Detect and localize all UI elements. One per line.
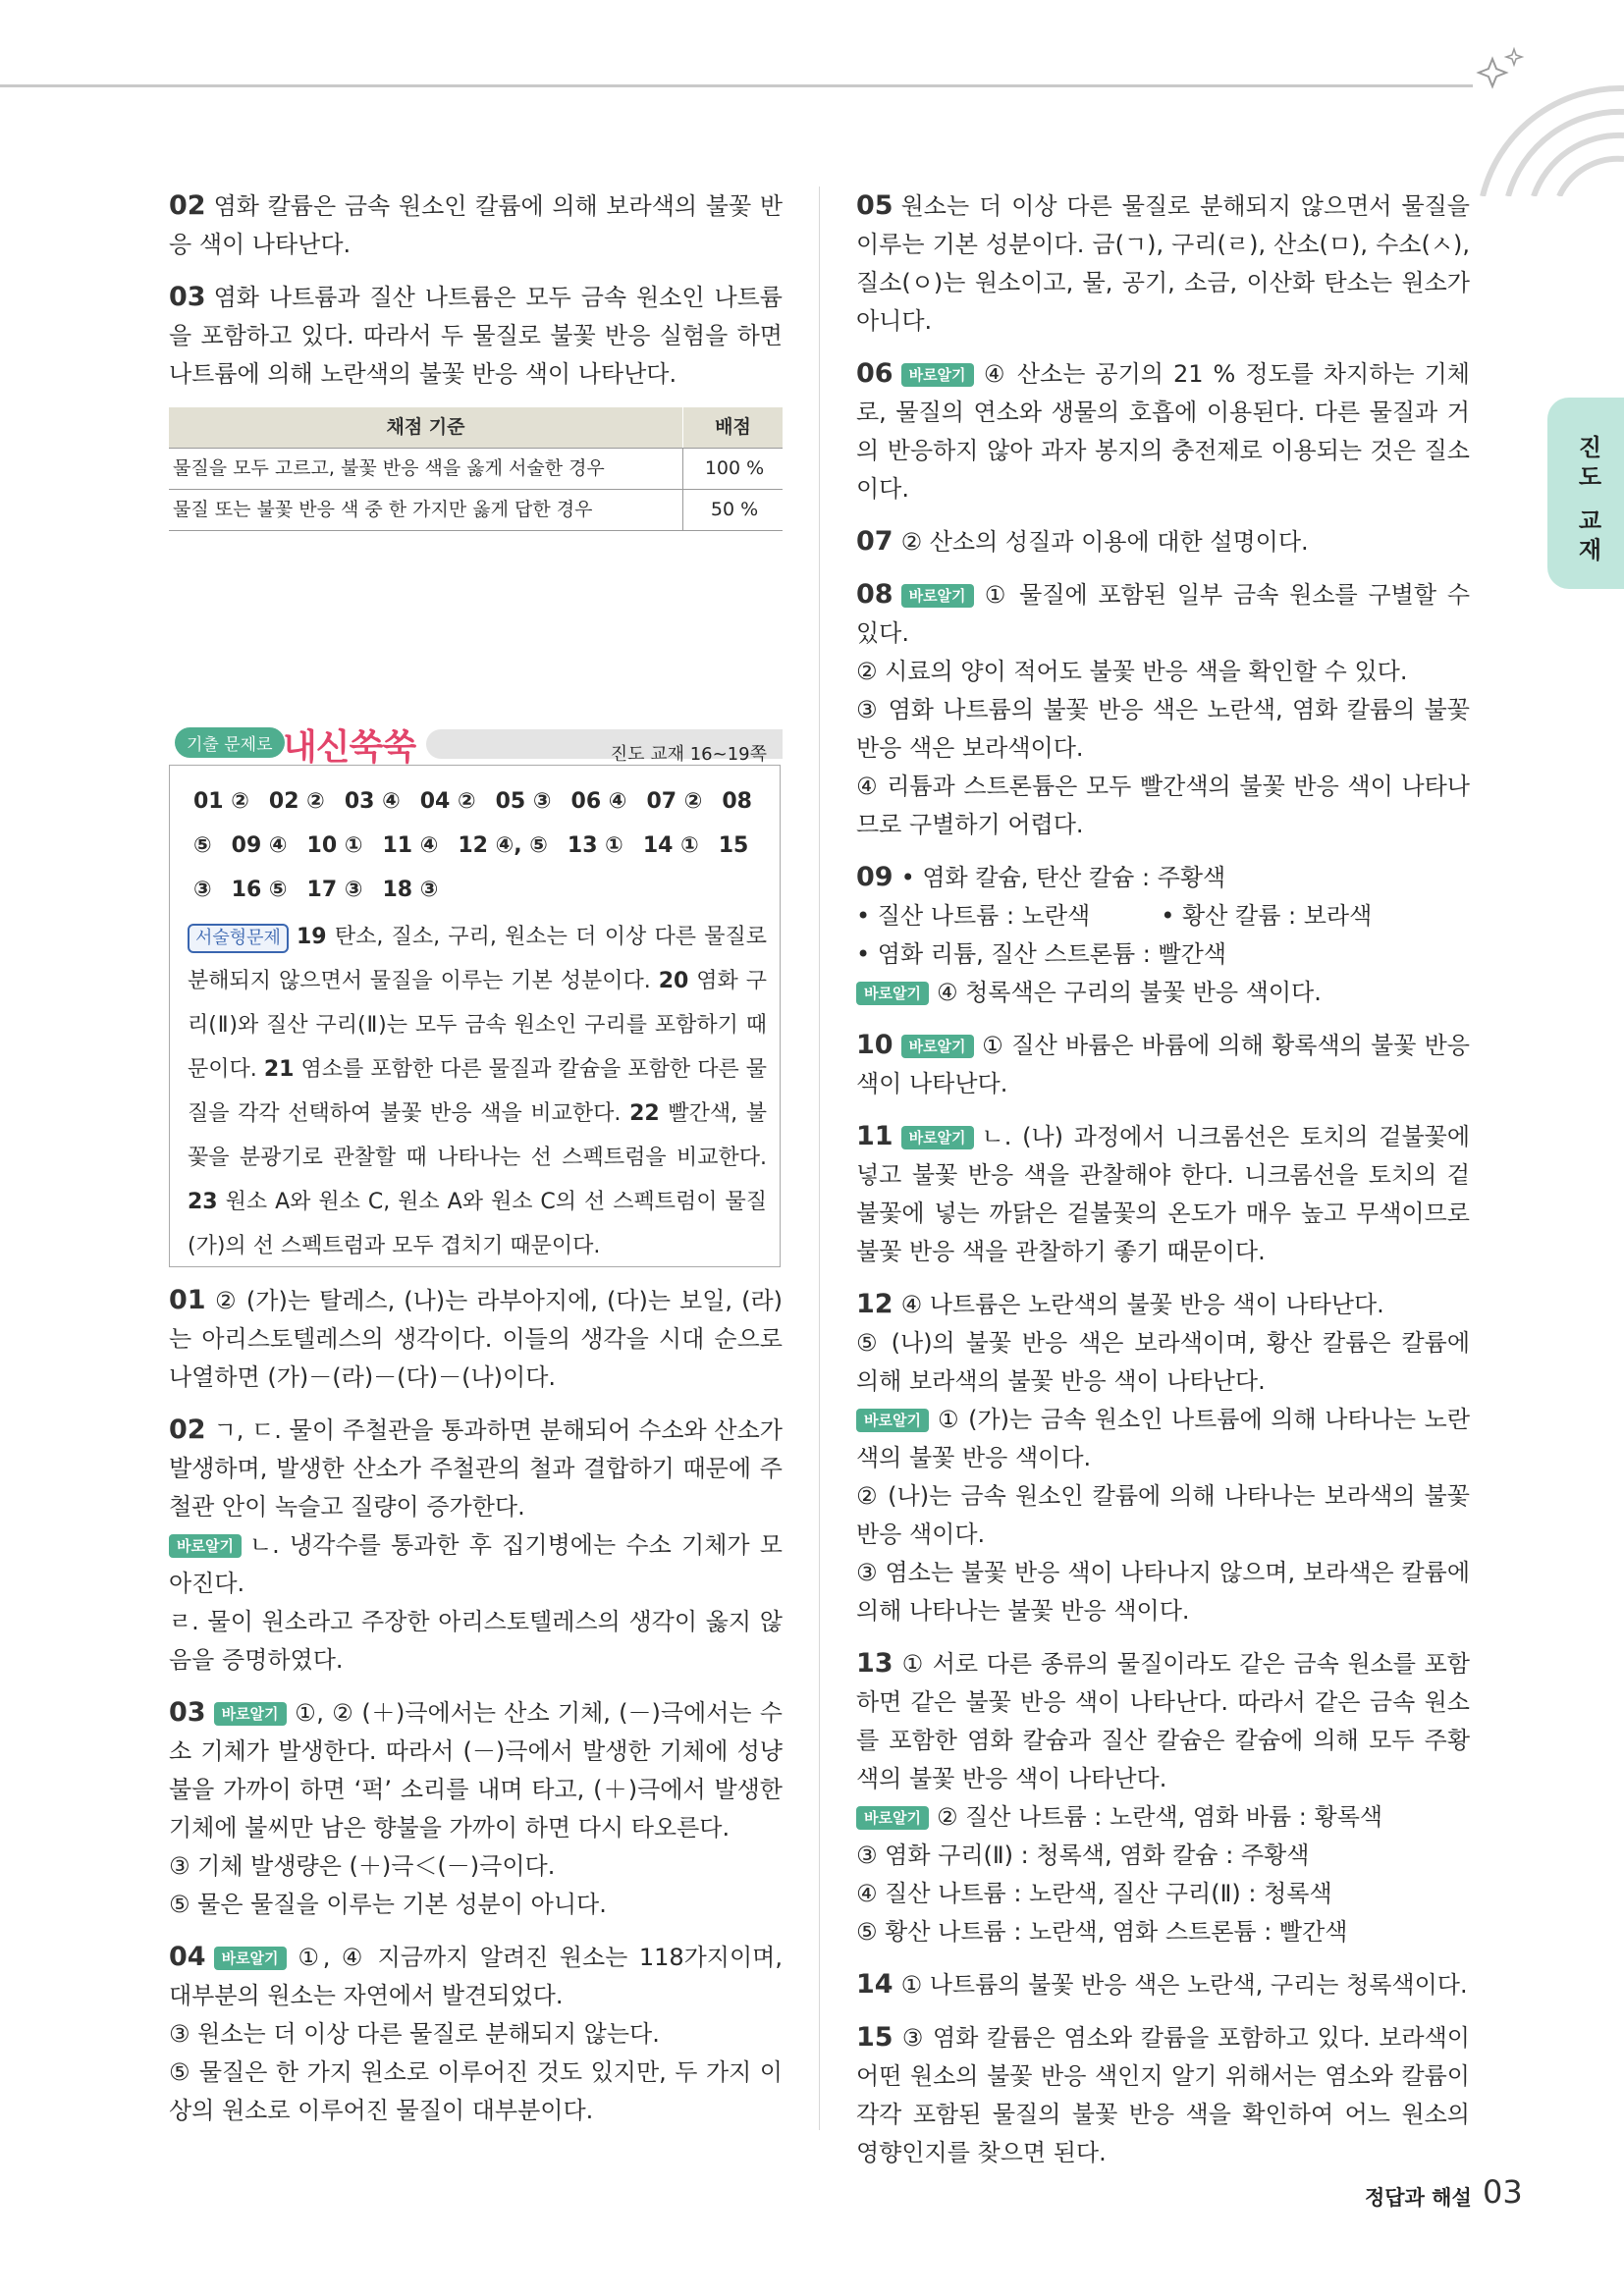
item-text: ㄴ. (나) 과정에서 니크롬선은 토치의 겉불꽃에 넣고 불꽃 반응 색을 관찰해야 한다. 니크롬선을 토치의 겉불꽃에 넣는 까닭은 겉불꽃의 온도가 매우 높고 무색이므로 불꽃 반응 색을 관찰하기 좋기 때문이다. xyxy=(856,1123,1470,1265)
correction-badge: 바로알기 xyxy=(901,584,974,608)
item-number: 02 xyxy=(169,1415,206,1445)
table-header: 배점 xyxy=(683,407,784,449)
answer-key-item: 09 ④ xyxy=(231,833,288,858)
correction-badge: 바로알기 xyxy=(169,1534,242,1558)
table-cell: 물질을 모두 고르고, 불꽃 반응 색을 옳게 서술한 경우 xyxy=(169,449,683,490)
item-text: • 질산 나트륨 : 노란색 • 황산 칼륨 : 보라색 xyxy=(856,902,1373,930)
answer-item xyxy=(856,575,1470,844)
item-text: ⑤ 물은 물질을 이루는 기본 성분이 아니다. xyxy=(169,1891,607,1918)
answer-item xyxy=(856,2018,1470,2172)
item-number: 13 xyxy=(856,1648,893,1679)
essay-text: 원소 A와 원소 C, 원소 A와 원소 C의 선 스펙트럼이 물질 (가)의 선 스펙트럼과 모두 겹치기 때문이다. xyxy=(188,1190,767,1258)
item-number: 12 xyxy=(856,1289,893,1319)
item-text: 원소는 더 이상 다른 물질로 분해되지 않으면서 물질을 이루는 기본 성분이다. 금(ㄱ), 구리(ㄹ), 산소(ㅁ), 수소(ㅅ), 질소(ㅇ)는 원소이고, 물, 공기, 소금, 이산화 탄소는 원소가 아니다. xyxy=(856,192,1470,335)
side-tab[interactable] xyxy=(1547,398,1624,589)
page-number: 03 xyxy=(1483,2173,1523,2211)
item-number: 05 xyxy=(856,190,893,221)
review-section xyxy=(169,721,783,1266)
item-text: ② 산소의 성질과 이용에 대한 설명이다. xyxy=(900,528,1309,556)
scoring-table xyxy=(169,407,783,531)
essay-answers xyxy=(188,915,767,1268)
side-tab-label: 진도 교재 xyxy=(1574,435,1601,567)
answer-key xyxy=(193,779,763,912)
table-header: 채점 기준 xyxy=(169,407,683,449)
item-number: 07 xyxy=(856,526,893,557)
review-tag: 기출 문제로 xyxy=(175,727,285,758)
item-text: ①, ② (＋)극에서는 산소 기체, (－)극에서는 수소 기체가 발생한다. 따라서 (－)극에서 발생한 기체에 성냥불을 가까이 하면 ‘퍽’ 소리를 내며 타고, (＋)극에서 발생한 기체에 불씨만 남은 향불을 가까이 하면 다시 타오른다. xyxy=(169,1699,783,1842)
item-number: 10 xyxy=(856,1030,893,1060)
item-text: ② (나)는 금속 원소인 칼륨에 의해 나타나는 보라색의 불꽃 반응 색이다. xyxy=(856,1482,1470,1548)
answer-key-item: 04 ② xyxy=(419,789,476,814)
item-text: ④ 청록색은 구리의 불꽃 반응 색이다. xyxy=(936,979,1322,1006)
answer-item xyxy=(856,187,1470,341)
answer-item xyxy=(169,278,783,394)
answer-key-item: 01 ② xyxy=(193,789,249,814)
item-number: 03 xyxy=(169,282,206,312)
item-text: ①, ④ 지금까지 알려진 원소는 118가지이며, 대부분의 원소는 자연에서 발견되었다. xyxy=(169,1944,783,2009)
item-text: ③ 염화 칼륨은 염소와 칼륨을 포함하고 있다. 보라색이 어떤 원소의 불꽃 반응 색인지 알기 위해서는 염소와 칼륨이 각각 포함된 물질의 불꽃 반응 색을 확인하여 어느 원소의 영향인지를 찾으면 된다. xyxy=(856,2024,1470,2166)
answer-item xyxy=(856,522,1470,561)
item-text: ④ 리튬과 스트론튬은 모두 빨간색의 불꽃 반응 색이 나타나므로 구별하기 어렵다. xyxy=(856,773,1470,838)
correction-badge: 바로알기 xyxy=(856,1409,929,1432)
item-text: ① 물질에 포함된 일부 금속 원소를 구별할 수 있다. xyxy=(856,581,1470,647)
footer-label: 정답과 해설 xyxy=(1365,2186,1472,2210)
essay-text: 염소를 포함한 다른 물질과 칼슘을 포함한 다른 물질을 각각 선택하여 불꽃 반응 색을 비교한다. xyxy=(188,1057,768,1126)
answer-key-item: 13 ① xyxy=(567,833,623,858)
answer-key-item: 05 ③ xyxy=(495,789,552,814)
item-number: 01 xyxy=(169,1285,206,1315)
rainbow-ornament-icon xyxy=(1424,29,1624,196)
essay-number: 22 xyxy=(629,1101,660,1126)
item-text: ㄱ, ㄷ. 물이 주철관을 통과하면 분해되어 수소와 산소가 발생하며, 발생한 산소가 주철관의 철과 결합하기 때문에 주철관 안이 녹슬고 질량이 증가한다. xyxy=(169,1416,783,1521)
review-ref-pill xyxy=(426,729,783,765)
item-text: • 염화 칼슘, 탄산 칼슘 : 주황색 xyxy=(900,864,1226,891)
item-text: ⑤ 황산 나트륨 : 노란색, 염화 스트론튬 : 빨간색 xyxy=(856,1918,1348,1946)
item-text: ㄴ. 냉각수를 통과한 후 집기병에는 수소 기체가 모아진다. xyxy=(169,1531,783,1597)
left-column-top xyxy=(169,187,783,540)
correction-badge: 바로알기 xyxy=(856,982,929,1005)
item-text: • 염화 리튬, 질산 스트론튬 : 빨간색 xyxy=(856,940,1227,968)
correction-badge: 바로알기 xyxy=(901,363,974,387)
essay-tag: 서술형문제 xyxy=(188,924,289,953)
item-text: ① 서로 다른 종류의 물질이라도 같은 금속 원소를 포함하면 같은 불꽃 반응 색이 나타난다. 따라서 같은 금속 원소를 포함한 염화 칼슘과 질산 칼슘은 칼슘에 의해 모두 주황색의 불꽃 반응 색이 나타난다. xyxy=(856,1650,1470,1792)
item-text: ② 시료의 양이 적어도 불꽃 반응 색을 확인할 수 있다. xyxy=(856,658,1408,685)
item-text: 염화 나트륨과 질산 나트륨은 모두 금속 원소인 나트륨을 포함하고 있다. 따라서 두 물질로 불꽃 반응 실험을 하면 나트륨에 의해 노란색의 불꽃 반응 색이 나타난다. xyxy=(169,284,783,388)
correction-badge: 바로알기 xyxy=(214,1947,287,1970)
answer-item xyxy=(169,187,783,264)
answer-item xyxy=(169,1281,783,1397)
item-text: ③ 염화 구리(Ⅱ) : 청록색, 염화 칼슘 : 주황색 xyxy=(856,1842,1310,1869)
item-text: ③ 기체 발생량은 (＋)극＜(－)극이다. xyxy=(169,1852,556,1880)
review-box xyxy=(169,765,781,1267)
table-row xyxy=(169,490,783,531)
item-number: 15 xyxy=(856,2022,893,2053)
answer-key-item: 17 ③ xyxy=(306,878,363,902)
item-text: ④ 나트륨은 노란색의 불꽃 반응 색이 나타난다. xyxy=(900,1291,1384,1318)
table-row xyxy=(169,449,783,490)
essay-number: 19 xyxy=(296,925,327,949)
item-number: 03 xyxy=(169,1697,206,1728)
answer-key-item: 16 ⑤ xyxy=(231,878,288,902)
answer-key-item: 10 ① xyxy=(306,833,363,858)
correction-badge: 바로알기 xyxy=(901,1035,974,1058)
answer-item xyxy=(856,1965,1470,2004)
correction-badge: 바로알기 xyxy=(856,1806,929,1830)
answer-key-item: 14 ① xyxy=(642,833,699,858)
item-text: ⑤ 물질은 한 가지 원소로 이루어진 것도 있지만, 두 가지 이상의 원소로 이루어진 물질이 대부분이다. xyxy=(169,2058,783,2124)
item-number: 14 xyxy=(856,1969,893,2000)
answer-item xyxy=(856,858,1470,1012)
answer-key-item: 08 ⑤ xyxy=(193,789,752,858)
item-text: ② 질산 나트륨 : 노란색, 염화 바륨 : 황록색 xyxy=(936,1803,1383,1831)
answer-key-item: 11 ④ xyxy=(382,833,439,858)
right-column xyxy=(856,187,1470,2186)
review-reference: 진도 교재 16~19쪽 xyxy=(610,744,767,765)
table-cell: 100 % xyxy=(683,449,784,490)
essay-text: 탄소, 질소, 구리, 원소는 더 이상 다른 물질로 분해되지 않으면서 물질을 이루는 기본 성분이다. xyxy=(188,925,768,993)
item-number: 08 xyxy=(856,579,893,610)
essay-text: 염화 구리(Ⅱ)와 질산 구리(Ⅱ)는 모두 금속 원소인 구리를 포함하기 때문이다. xyxy=(188,969,767,1082)
answer-item xyxy=(169,1411,783,1680)
left-column-bottom xyxy=(169,1281,783,2144)
answer-key-item: 06 ④ xyxy=(570,789,627,814)
table-cell: 물질 또는 불꽃 반응 색 중 한 가지만 옳게 답한 경우 xyxy=(169,490,683,531)
answer-key-item: 12 ④, ⑤ xyxy=(458,833,548,858)
answer-key-item: 15 ③ xyxy=(193,833,749,902)
essay-number: 21 xyxy=(263,1057,295,1082)
top-rule xyxy=(0,84,1473,87)
answer-item xyxy=(856,1026,1470,1103)
correction-badge: 바로알기 xyxy=(214,1702,287,1726)
item-number: 09 xyxy=(856,862,893,892)
item-text: ① (가)는 금속 원소인 나트륨에 의해 나타나는 노란색의 불꽃 반응 색이다. xyxy=(856,1406,1470,1471)
item-text: ① 질산 바륨은 바륨에 의해 황록색의 불꽃 반응 색이 나타난다. xyxy=(856,1032,1470,1097)
item-text: ③ 염화 나트륨의 불꽃 반응 색은 노란색, 염화 칼륨의 불꽃 반응 색은 보라색이다. xyxy=(856,696,1470,762)
item-text: ④ 질산 나트륨 : 노란색, 질산 구리(Ⅱ) : 청록색 xyxy=(856,1880,1332,1907)
column-divider xyxy=(819,187,820,2130)
essay-text: 빨간색, 불꽃을 분광기로 관찰할 때 나타나는 선 스펙트럼을 비교한다. xyxy=(188,1101,767,1170)
review-header xyxy=(169,721,783,768)
item-text: ㄹ. 물이 원소라고 주장한 아리스토텔레스의 생각이 옳지 않음을 증명하였다. xyxy=(169,1608,783,1674)
item-text: ⑤ (나)의 불꽃 반응 색은 보라색이며, 황산 칼륨은 칼륨에 의해 보라색의 불꽃 반응 색이 나타난다. xyxy=(856,1329,1470,1395)
item-number: 02 xyxy=(169,190,206,221)
item-number: 04 xyxy=(169,1942,206,1972)
answer-key-item: 02 ② xyxy=(268,789,325,814)
item-text: ① 나트륨의 불꽃 반응 색은 노란색, 구리는 청록색이다. xyxy=(900,1971,1468,1999)
review-title: 내신쑥쑥 xyxy=(283,727,416,768)
answer-item xyxy=(856,1644,1470,1951)
item-text: ④ 산소는 공기의 21 % 정도를 차지하는 기체로, 물질의 연소와 생물의 호흡에 이용된다. 다른 물질과 거의 반응하지 않아 과자 봉지의 충전제로 이용되는 것은 질소이다. xyxy=(856,360,1470,503)
answer-item xyxy=(856,354,1470,508)
table-cell: 50 % xyxy=(683,490,784,531)
item-text: 염화 칼륨은 금속 원소인 칼륨에 의해 보라색의 불꽃 반응 색이 나타난다. xyxy=(169,192,783,258)
answer-item xyxy=(169,1693,783,1924)
answer-key-item: 07 ② xyxy=(646,789,703,814)
answer-item xyxy=(169,1938,783,2130)
item-text: ② (가)는 탈레스, (나)는 라부아지에, (다)는 보일, (라)는 아리스토텔레스의 생각이다. 이들의 생각을 시대 순으로 나열하면 (가)－(라)－(다)－(나)이다. xyxy=(169,1287,783,1391)
essay-number: 23 xyxy=(188,1190,218,1214)
answer-item xyxy=(856,1285,1470,1630)
item-number: 06 xyxy=(856,358,893,389)
item-number: 11 xyxy=(856,1121,893,1151)
answer-key-item: 03 ④ xyxy=(344,789,401,814)
correction-badge: 바로알기 xyxy=(901,1126,974,1149)
answer-key-item: 18 ③ xyxy=(382,878,439,902)
essay-number: 20 xyxy=(658,969,689,993)
answer-item xyxy=(856,1117,1470,1271)
item-text: ③ 원소는 더 이상 다른 물질로 분해되지 않는다. xyxy=(169,2020,660,2048)
item-text: ③ 염소는 불꽃 반응 색이 나타나지 않으며, 보라색은 칼륨에 의해 나타나는 불꽃 반응 색이다. xyxy=(856,1559,1470,1625)
